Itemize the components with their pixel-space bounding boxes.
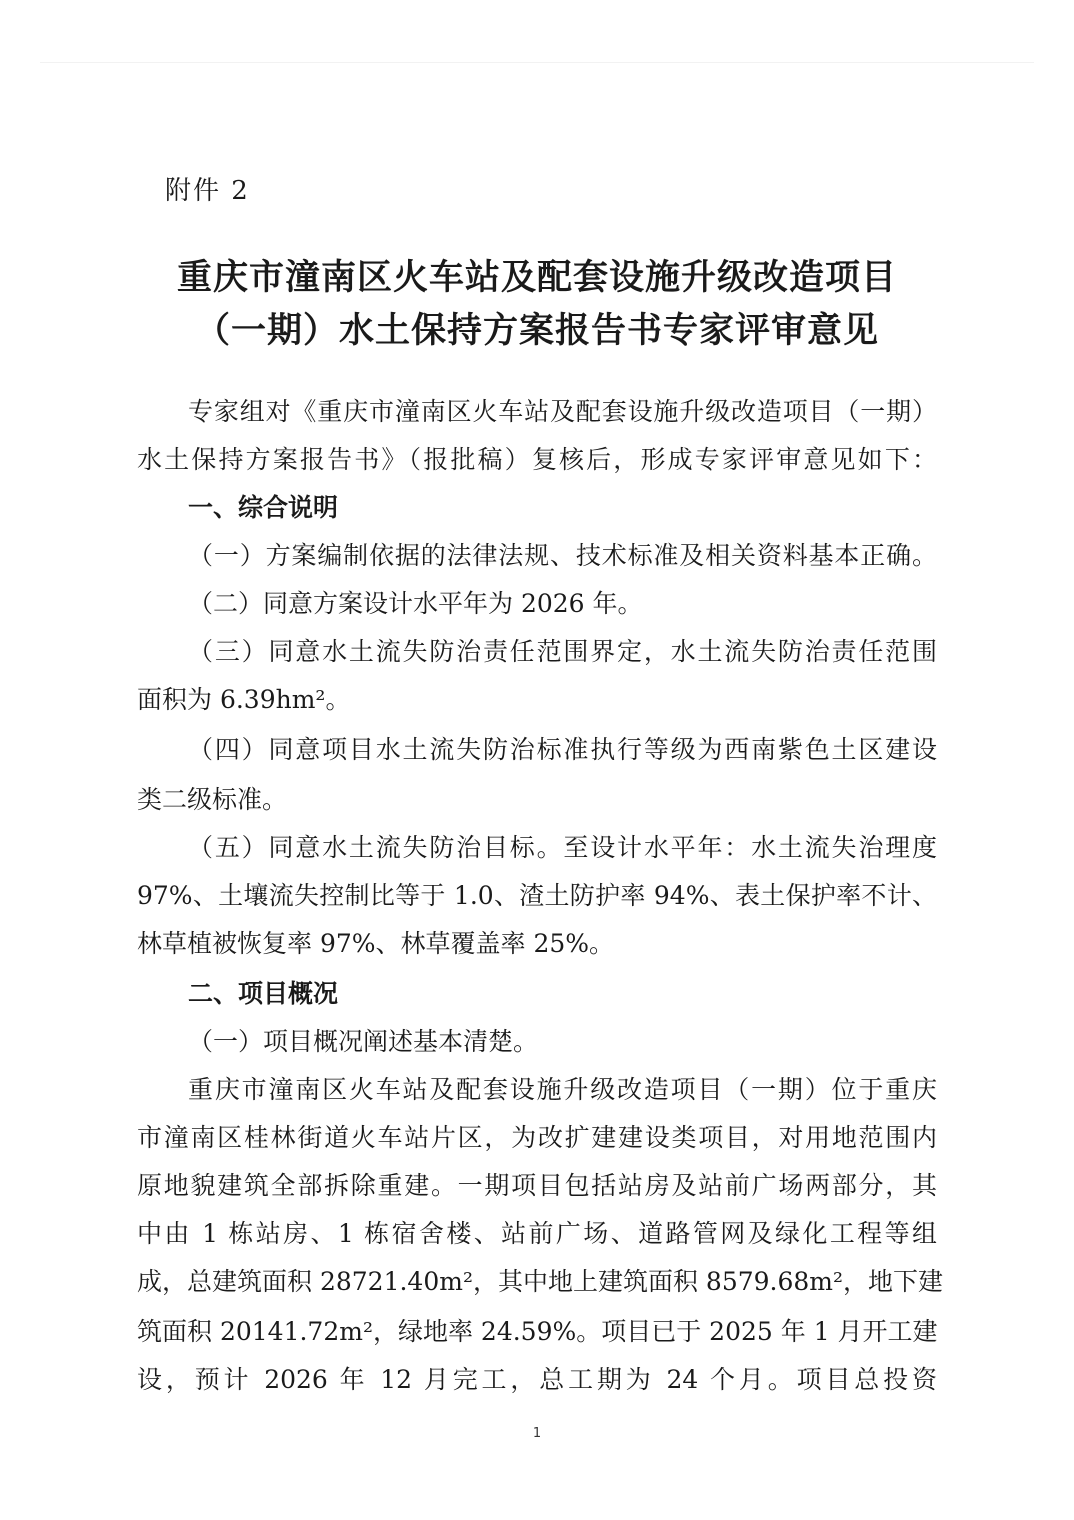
general-item-4-line-1: （四）同意项目水土流失防治标准执行等级为西南紫色土区建设 — [188, 735, 937, 764]
general-item-5-line-2: 97%、土壤流失控制比等于 1.0、渣土防护率 94%、表土保护率不计、 — [137, 881, 937, 910]
general-item-2: （二）同意方案设计水平年为 2026 年。 — [188, 589, 643, 618]
attachment-label: 附件 2 — [165, 176, 250, 206]
overview-paragraph-line-5: 成，总建筑面积 28721.40m²，其中地上建筑面积 8579.68m²，地下建 — [137, 1267, 944, 1296]
section-heading-project-overview: 二、项目概况 — [188, 979, 339, 1008]
general-item-1: （一）方案编制依据的法律法规、技术标准及相关资料基本正确。 — [188, 541, 937, 570]
document-title-line-1: 重庆市潼南区火车站及配套设施升级改造项目 — [176, 258, 897, 298]
general-item-3-line-2: 面积为 6.39hm²。 — [137, 685, 351, 714]
scan-edge-line — [40, 62, 1034, 63]
intro-paragraph-line-1: 专家组对《重庆市潼南区火车站及配套设施升级改造项目（一期） — [188, 397, 937, 426]
overview-item-1: （一）项目概况阐述基本清楚。 — [188, 1027, 539, 1056]
document-title-line-2: （一期）水土保持方案报告书专家评审意见 — [194, 311, 879, 351]
overview-paragraph-line-6: 筑面积 20141.72m²，绿地率 24.59%。项目已于 2025 年 1 月开工建 — [137, 1317, 938, 1346]
general-item-5-line-1: （五）同意水土流失防治目标。至设计水平年：水土流失治理度 — [188, 833, 937, 862]
general-item-5-line-3: 林草植被恢复率 97%、林草覆盖率 25%。 — [137, 929, 615, 958]
page-number: 1 — [532, 1426, 542, 1441]
overview-paragraph-line-1: 重庆市潼南区火车站及配套设施升级改造项目（一期）位于重庆 — [188, 1075, 937, 1104]
intro-paragraph-line-2: 水土保持方案报告书》（报批稿）复核后，形成专家评审意见如下： — [137, 445, 937, 474]
general-item-3-line-1: （三）同意水土流失防治责任范围界定，水土流失防治责任范围 — [188, 637, 937, 666]
section-heading-general: 一、综合说明 — [188, 493, 339, 522]
overview-paragraph-line-2: 市潼南区桂林街道火车站片区，为改扩建建设类项目，对用地范围内 — [137, 1123, 937, 1152]
overview-paragraph-line-7: 设，预计 2026 年 12 月完工，总工期为 24 个月。项目总投资 — [137, 1365, 937, 1394]
general-item-4-line-2: 类二级标准。 — [137, 785, 288, 814]
overview-paragraph-line-3: 原地貌建筑全部拆除重建。一期项目包括站房及站前广场两部分，其 — [137, 1171, 937, 1200]
overview-paragraph-line-4: 中由 1 栋站房、1 栋宿舍楼、站前广场、道路管网及绿化工程等组 — [137, 1219, 937, 1248]
